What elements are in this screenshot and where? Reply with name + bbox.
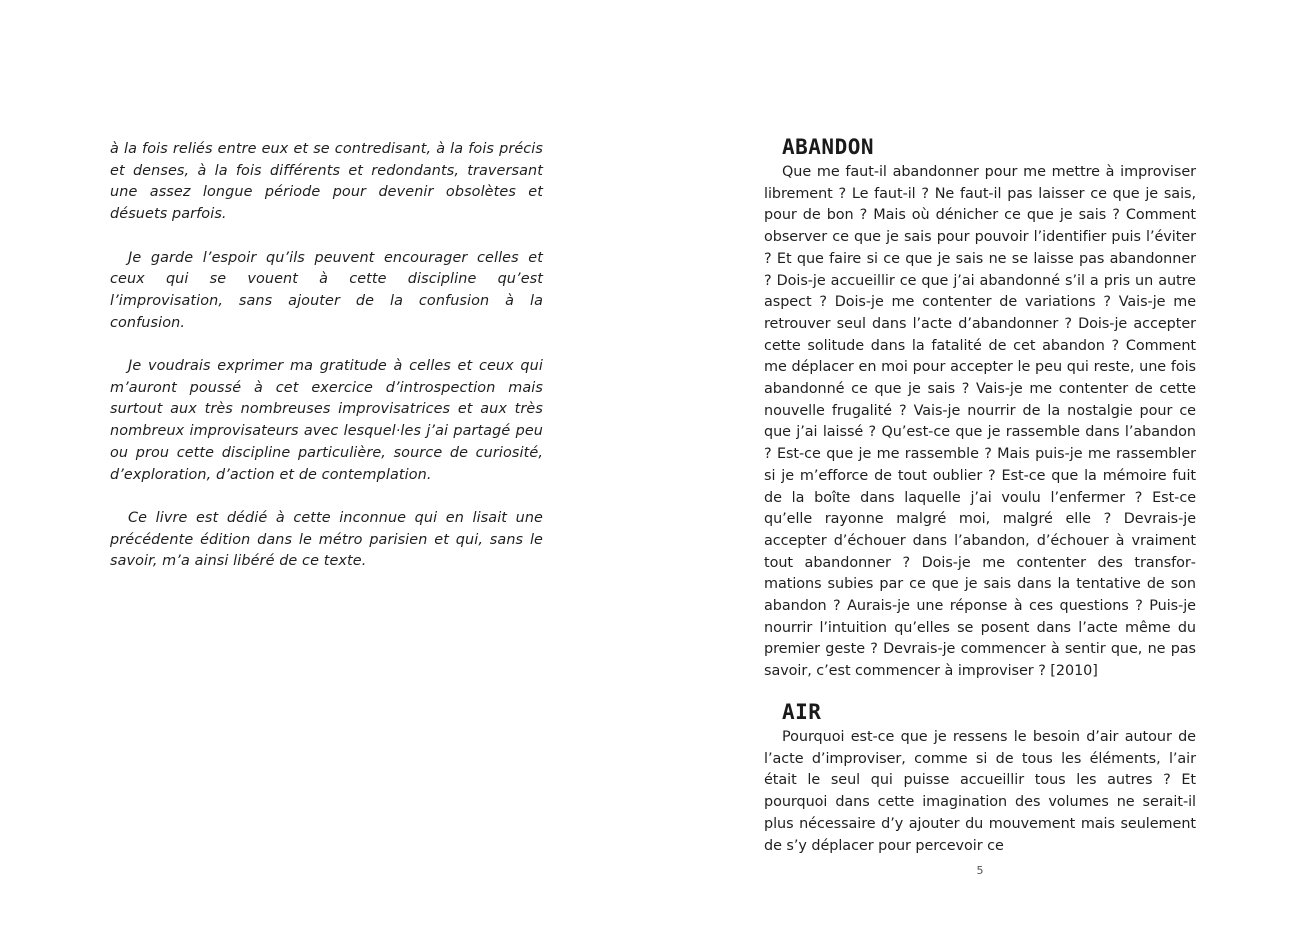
page-number: 5 — [976, 864, 984, 877]
right-page — [653, 0, 1306, 949]
section-abandon — [764, 132, 1196, 683]
section-body: Pourquoi est-ce que je ressens le besoin d’air autour de l’acte d’improviser, comme si de tous les éléments, l’air était le seul qui puisse accueillir tous les autres ? Et pourquoi dans cette imagination des volumes ne serait-il plus nécessaire d’y ajouter du mouvement mais seulement de s’y déplacer pour percevoir ce — [764, 729, 1196, 854]
section-air — [764, 697, 1196, 857]
section-body: Que me faut-il abandonner pour me mettre à improviser librement ? Le faut-il ? Ne faut-il pas laisser ce que je sais, pour de bon ? Mais où dénicher ce que je sais ? Comment observer ce que je sais pour pouvoir l’identifier puis l’éviter ? Et que faire si ce que je sais ne se laisse pas abandonner ? Dois-je accueillir ce que j’ai abandonné s’il a pris un autre aspect ? Dois-je me contenter de variations ? Vais-je me retrouver seul dans l’acte d’abandonner ? Dois-je accepter cette solitude dans la fatalité de cet abandon ? Comment me déplacer en moi pour accepter le peu qui reste, une fois abandonné ce que je sais ? Vais-je me contenter de cette nouvelle frugalité ? Vais-je nourrir de la nostalgie pour ce que j’ai laissé ? Qu’est-ce que je rassemble dans l’abandon ? Est-ce que je me rassemble ? Mais puis-je me rassembler si je m’efforce de tout oublier ? Est-ce que la mémoire fuit de la boîte dans laquelle j’ai voulu l’enfermer ? Est-ce qu’elle rayonne malgré moi, malgré elle ? Devrais-je accepter d’échouer dans l’abandon, d’échouer à vraiment tout abandonner ? Dois-je me contenter des transformations subies par ce que je sais dans la tentative de son abandon ? Aurais-je une réponse à ces questions ? Puis-je nourrir l’intuition qu’elles se posent dans l’acte même du premier geste ? Devrais-je commencer à sentir que, ne pas savoir, c’est commencer à improviser ? [2010] — [764, 164, 1196, 680]
paragraph: à la fois reliés entre eux et se contredisant, à la fois précis et denses, à la fois différents et redondants, traversant une assez longue période pour devenir obsolètes et désuets parfois. — [110, 141, 543, 223]
section-heading: AIR — [782, 700, 822, 724]
paragraph: Ce livre est dédié à cette inconnue qui en lisait une précédente édition dans le métro parisien et qui, sans le savoir, m’a ainsi libéré de ce texte. — [110, 509, 543, 570]
section-heading: ABANDON — [782, 135, 875, 159]
paragraph: Je garde l’espoir qu’ils peuvent encourager celles et ceux qui se vouent à cette discipline qu’est l’improvisation, sans ajouter de la confusion à la confusion. — [110, 249, 543, 331]
paragraph: Je voudrais exprimer ma gratitude à celles et ceux qui m’auront poussé à cet exercice d’introspection mais surtout aux très nombreuses improvisatrices et aux très nombreux improvisateurs avec lesquel·les j’ai partagé peu ou prou cette discipline particulière, source de curiosité, d’exploration, d’action et de contemplation. — [110, 358, 543, 483]
left-page-text — [110, 139, 543, 595]
